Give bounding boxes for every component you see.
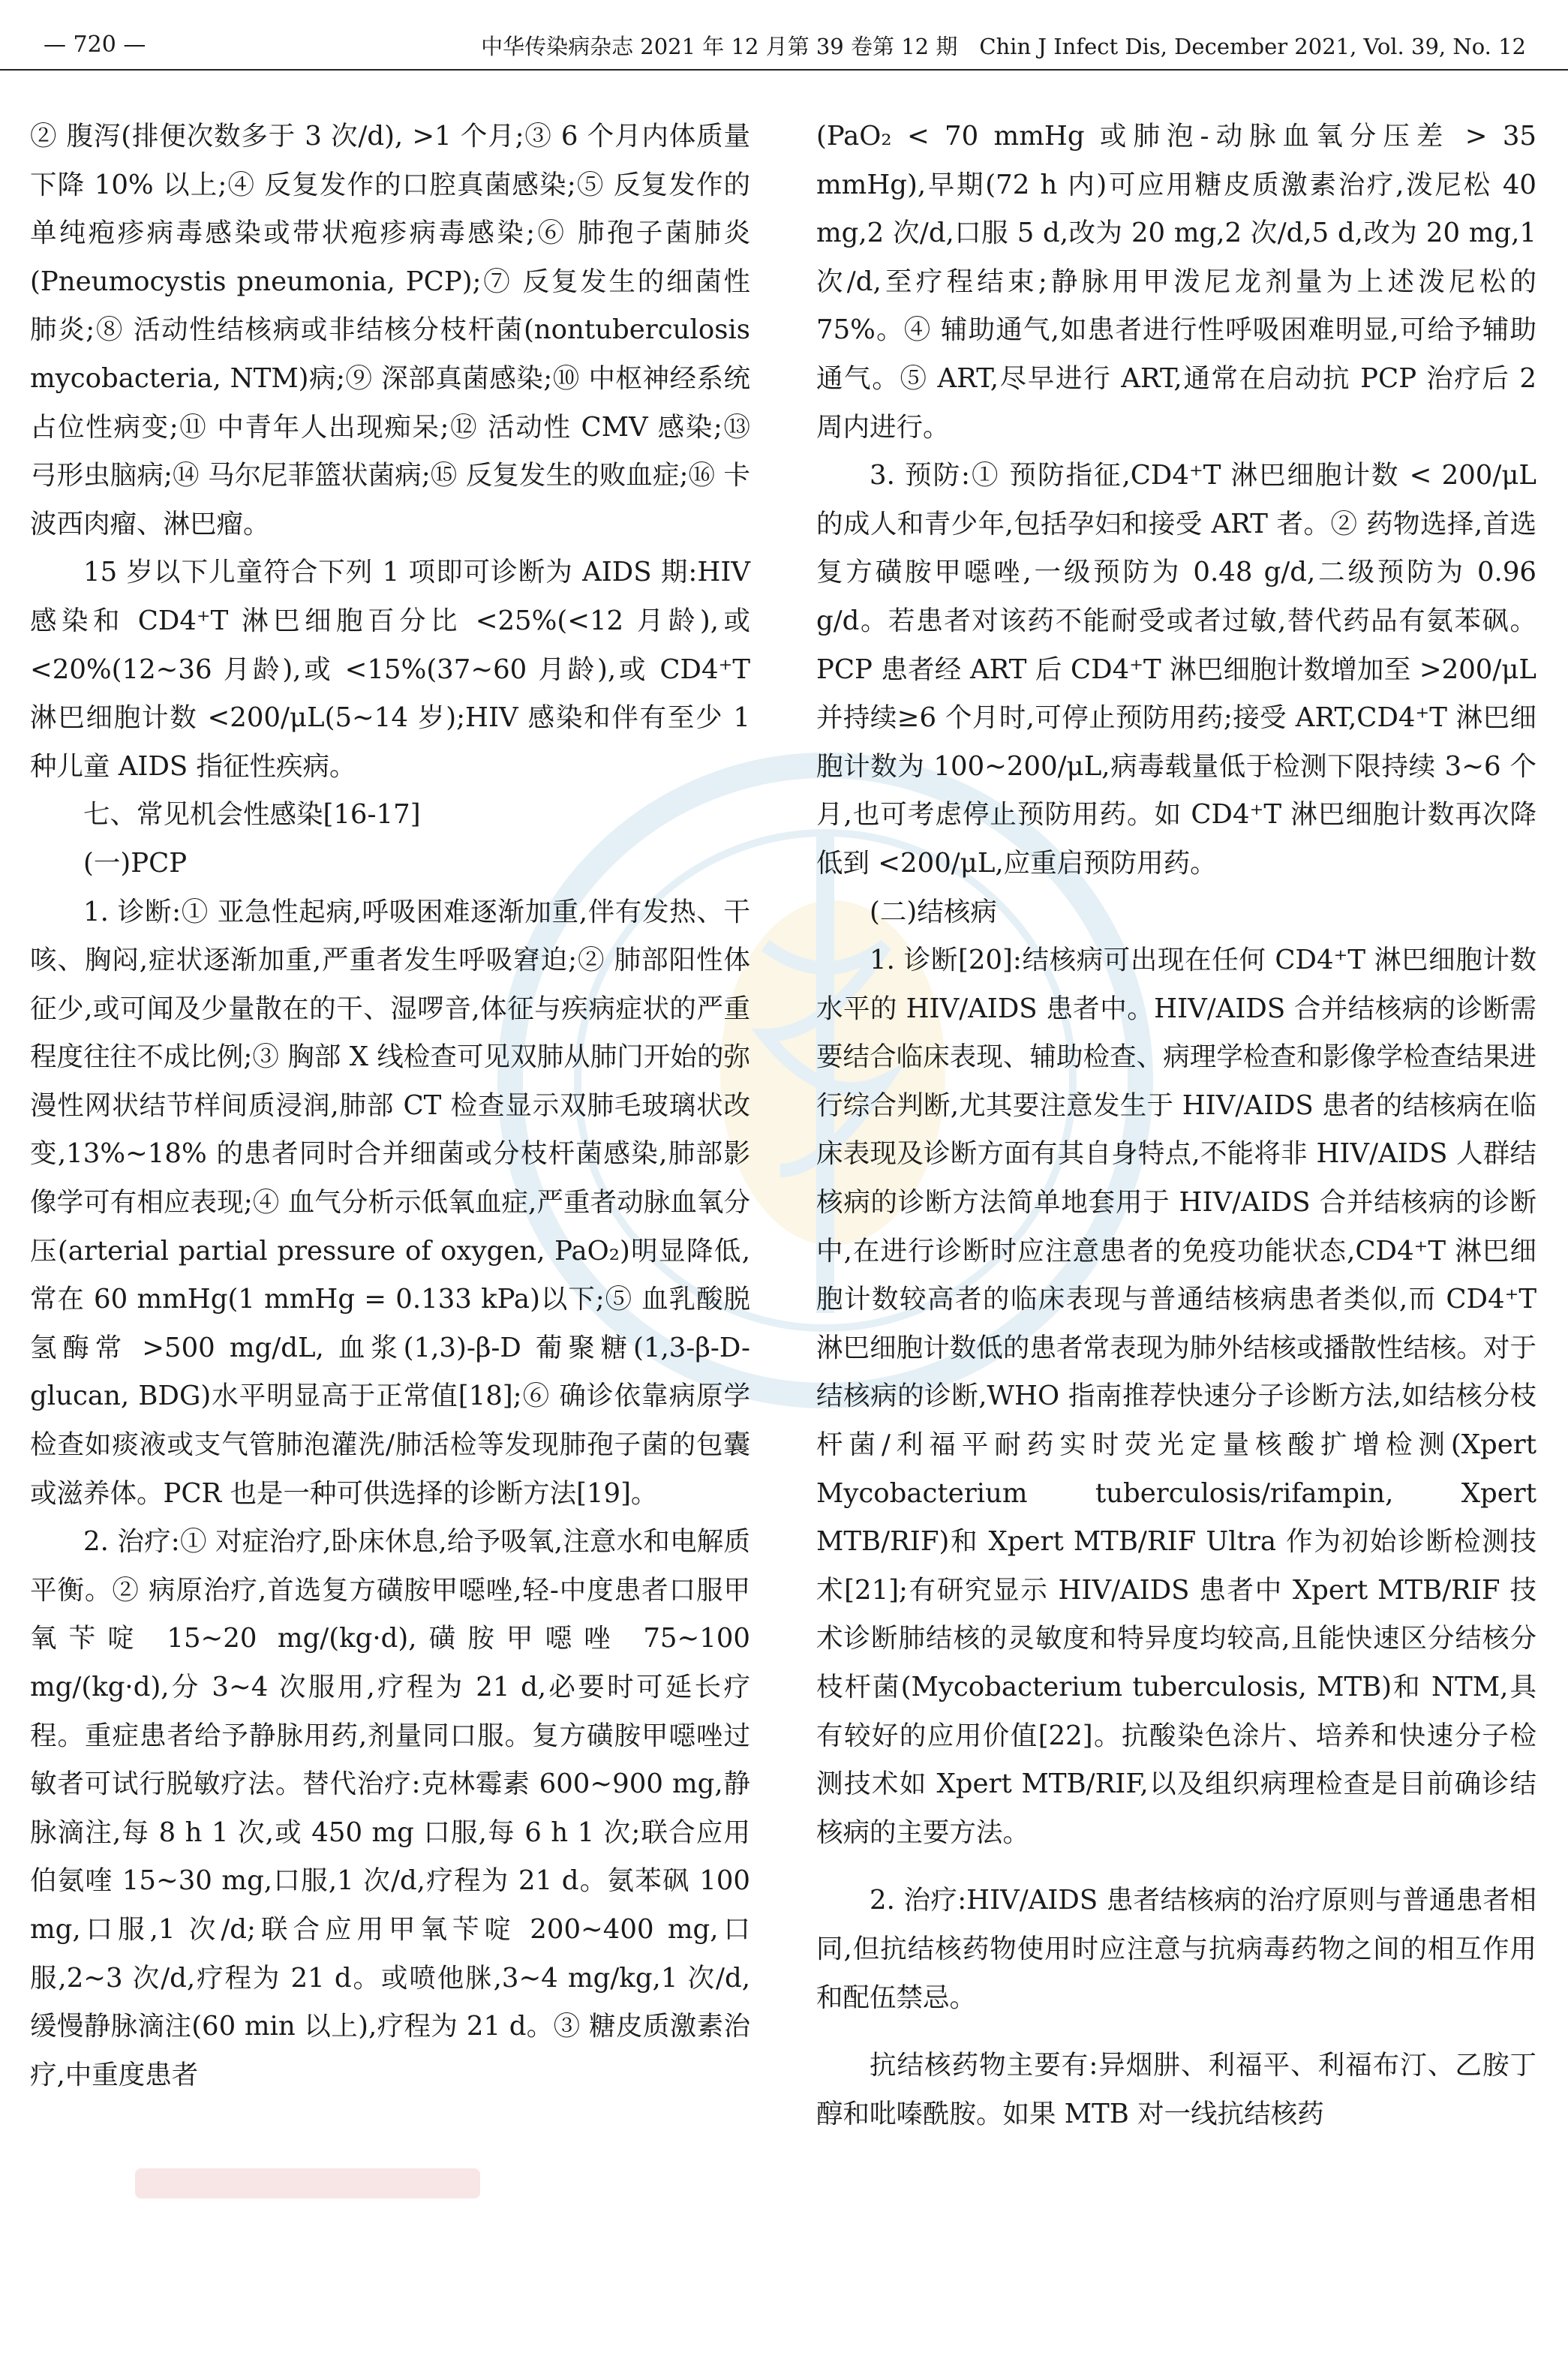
subsection-heading-pcp: (一)PCP (83, 847, 188, 879)
paragraph-tb-drugs: 抗结核药物主要有:异烟肼、利福平、利福布汀、乙胺丁醇和吡嗪酰胺。如果 MTB 对一线抗结核药 (816, 2050, 1536, 2129)
journal-citation: 中华传染病杂志 2021 年 12 月第 39 卷第 12 期 Chin J Infect Dis, December 2021, Vol. 39, No. 12 (481, 34, 1526, 59)
paragraph-pcp-treatment-cont: (PaO₂ < 70 mmHg 或肺泡-动脉血氧分压差 > 35 mmHg),早期(72 h 内)可应用糖皮质激素治疗,泼尼松 40 mg,2 次/d,口服 5 d,改为 20 mg,2 次/d,5 d,改为 20 mg,1 次/d,至疗程结束;静脉用甲泼尼龙剂量为上述泼尼松的 75%。④ 辅助通气,如患者进行性呼吸困难明显,可给予辅助通气。⑤ ART,尽早进行 ART,通常在启动抗 PCP 治疗后 2 周内进行。 (816, 121, 1536, 443)
section-heading-opportunistic-infections: 七、常见机会性感染[16-17] (83, 799, 421, 831)
paragraph-pcp-prevention: 3. 预防:① 预防指征,CD4⁺T 淋巴细胞计数 < 200/μL 的成人和青少年,包括孕妇和接受 ART 者。② 药物选择,首选复方磺胺甲噁唑,一级预防为 0.48 g/d,二级预防为 0.96 g/d。若患者对该药不能耐受或者过敏,替代药品有氨苯砜。PCP 患者经 ART 后 CD4⁺T 淋巴细胞计数增加至 >200/μL 并持续≥6 个月时,可停止预防用药;接受 ART,CD4⁺T 淋巴细胞计数为 100~200/μL,病毒载量低于检测下限持续 3~6 个月,也可考虑停止预防用药。如 CD4⁺T 淋巴细胞计数再次降低到 <200/μL,应重启预防用药。 (816, 460, 1536, 879)
watermark-footer-icon (135, 2161, 480, 2206)
paragraph-tb-diagnosis: 1. 诊断[20]:结核病可出现在任何 CD4⁺T 淋巴细胞计数水平的 HIV/AIDS 患者中。HIV/AIDS 合并结核病的诊断需要结合临床表现、辅助检查、病理学检查和影像学检查结果进行综合判断,尤其要注意发生于 HIV/AIDS 患者的结核病在临床表现及诊断方面有其自身特点,不能将非 HIV/AIDS 人群结核病的诊断方法简单地套用于 HIV/AIDS 合并结核病的诊断中,在进行诊断时应注意患者的免疫功能状态,CD4⁺T 淋巴细胞计数较高者的临床表现与普通结核病患者类似,而 CD4⁺T 淋巴细胞计数低的患者常表现为肺外结核或播散性结核。对于结核病的诊断,WHO 指南推荐快速分子诊断方法,如结核分枝杆菌/利福平耐药实时荧光定量核酸扩增检测(Xpert Mycobacterium tuberculosis/rifampin, Xpert MTB/RIF)和 Xpert MTB/RIF Ultra 作为初始诊断检测技术[21];有研究显示 HIV/AIDS 患者中 Xpert MTB/RIF 技术诊断肺结核的灵敏度和特异度均较高,且能快速区分结核分枝杆菌(Mycobacterium tuberculosis, MTB)和 NTM,具有较好的应用价值[22]。抗酸染色涂片、培养和快速分子检测技术如 Xpert MTB/RIF,以及组织病理检查是目前确诊结核病的主要方法。 (816, 945, 1536, 1848)
page-number: — 720 — (44, 32, 146, 58)
left-column (30, 113, 750, 2099)
right-column (816, 113, 1536, 2138)
paragraph-pcp-diagnosis: 1. 诊断:① 亚急性起病,呼吸困难逐渐加重,伴有发热、干咳、胸闷,症状逐渐加重,严重者发生呼吸窘迫;② 肺部阳性体征少,或可闻及少量散在的干、湿啰音,体征与疾病症状的严重程度往往不成比例;③ 胸部 X 线检查可见双肺从肺门开始的弥漫性网状结节样间质浸润,肺部 CT 检查显示双肺毛玻璃状改变,13%~18% 的患者同时合并细菌或分枝杆菌感染,肺部影像学可有相应表现;④ 血气分析示低氧血症,严重者动脉血氧分压(arterial partial pressure of oxygen, PaO₂)明显降低,常在 60 mmHg(1 mmHg = 0.133 kPa)以下;⑤ 血乳酸脱氢酶常 >500 mg/dL, 血浆(1,3)-β-D 葡聚糖(1,3-β-D-glucan, BDG)水平明显高于正常值[18];⑥ 确诊依靠病原学检查如痰液或支气管肺泡灌洗/肺活检等发现肺孢子菌的包囊或滋养体。PCR 也是一种可供选择的诊断方法[19]。 (30, 896, 750, 1509)
paragraph-tb-treatment: 2. 治疗:HIV/AIDS 患者结核病的治疗原则与普通患者相同,但抗结核药物使用时应注意与抗病毒药物之间的相互作用和配伍禁忌。 (816, 1885, 1536, 2013)
paragraph-pcp-treatment: 2. 治疗:① 对症治疗,卧床休息,给予吸氧,注意水和电解质平衡。② 病原治疗,首选复方磺胺甲噁唑,轻-中度患者口服甲氧苄啶 15~20 mg/(kg·d),磺胺甲噁唑 75~100 mg/(kg·d),分 3~4 次服用,疗程为 21 d,必要时可延长疗程。重症患者给予静脉用药,剂量同口服。复方磺胺甲噁唑过敏者可试行脱敏疗法。替代治疗:克林霉素 600~900 mg,静脉滴注,每 8 h 1 次,或 450 mg 口服,每 6 h 1 次;联合应用伯氨喹 15~30 mg,口服,1 次/d,疗程为 21 d。氨苯砜 100 mg,口服,1 次/d;联合应用甲氧苄啶 200~400 mg,口服,2~3 次/d,疗程为 21 d。或喷他脒,3~4 mg/kg,1 次/d,缓慢静脉滴注(60 min 以上),疗程为 21 d。③ 糖皮质激素治疗,中重度患者 (30, 1526, 750, 2090)
running-header (0, 0, 1568, 71)
subsection-heading-tuberculosis: (二)结核病 (870, 896, 997, 927)
paragraph-aids-indicators: ② 腹泻(排便次数多于 3 次/d), >1 个月;③ 6 个月内体质量下降 10% 以上;④ 反复发作的口腔真菌感染;⑤ 反复发作的单纯疱疹病毒感染或带状疱疹病毒感染;⑥ 肺孢子菌肺炎(Pneumocystis pneumonia, PCP);⑦ 反复发生的细菌性肺炎;⑧ 活动性结核病或非结核分枝杆菌(nontuberculosis mycobacteria, NTM)病;⑨ 深部真菌感染;⑩ 中枢神经系统占位性病变;⑪ 中青年人出现痴呆;⑫ 活动性 CMV 感染;⑬ 弓形虫脑病;⑭ 马尔尼菲篮状菌病;⑮ 反复发生的败血症;⑯ 卡波西肉瘤、淋巴瘤。 (30, 121, 750, 539)
paragraph-children-criteria: 15 岁以下儿童符合下列 1 项即可诊断为 AIDS 期:HIV 感染和 CD4⁺T 淋巴细胞百分比 <25%(<12 月龄),或 <20%(12~36 月龄),或 <15%(37~60 月龄),或 CD4⁺T 淋巴细胞计数 <200/μL(5~14 岁);HIV 感染和伴有至少 1 种儿童 AIDS 指征性疾病。 (30, 557, 750, 782)
